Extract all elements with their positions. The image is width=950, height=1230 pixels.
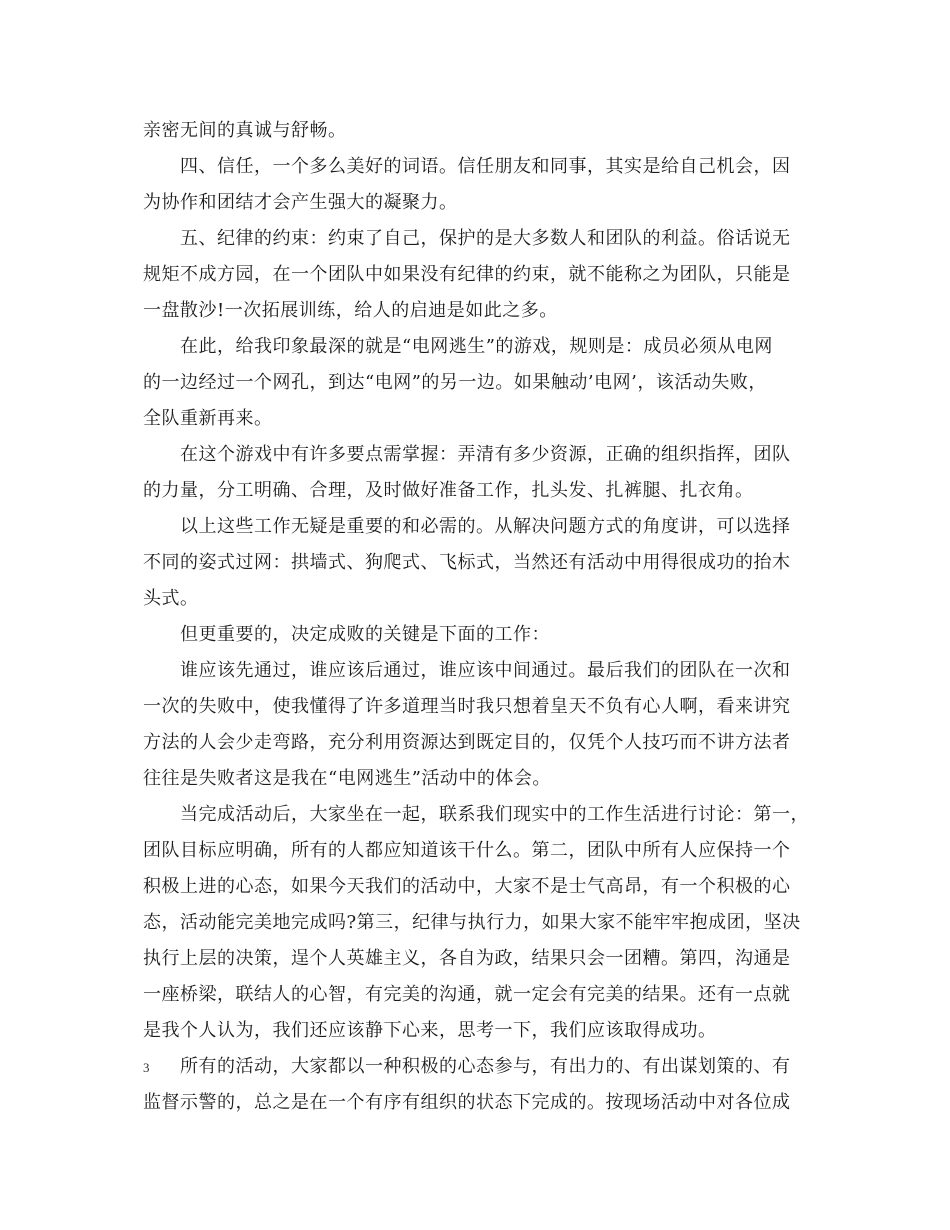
body-text [143, 113, 815, 1121]
text-line: 一盘散沙!一次拓展训练，给人的启迪是如此之多。 [143, 300, 558, 321]
text-line: 执行上层的决策，逞个人英雄主义，各自为政，结果只会一团糟。第四，沟通是 [143, 948, 791, 969]
text-line: 团队目标应明确，所有的人都应知道该干什么。第二，团队中所有人应保持一个 [143, 840, 791, 861]
text-line: 当完成活动后，大家坐在一起，联系我们现实中的工作生活进行讨论：第一， [180, 804, 809, 825]
text-line: 不同的姿式过网：拱墙式、狗爬式、飞标式，当然还有活动中用得很成功的抬木 [143, 552, 791, 573]
text-line: 四、信任，一个多么美好的词语。信任朋友和同事，其实是给自己机会，因 [180, 156, 791, 177]
text-line: 为协作和团结才会产生强大的凝聚力。 [143, 192, 458, 213]
text-line: 的一边经过一个网孔，到达“电网”的另一边。如果触动’电网’，该活动失败， [143, 372, 767, 393]
text-line: 头式。 [143, 588, 199, 609]
text-line: 一次的失败中，使我懂得了许多道理当时我只想着皇天不负有心人啊，看来讲究 [143, 696, 791, 717]
text-line: 以上这些工作无疑是重要的和必需的。从解决问题方式的角度讲，可以选择 [180, 516, 791, 537]
text-line: 亲密无间的真诚与舒畅。 [143, 120, 347, 141]
text-line: 的力量，分工明确、合理，及时做好准备工作，扎头发、扎裤腿、扎衣角。 [143, 480, 754, 501]
page-number: 3 [143, 1060, 150, 1075]
text-line: 规矩不成方园，在一个团队中如果没有纪律的约束，就不能称之为团队，只能是 [143, 264, 791, 285]
text-line: 所有的活动，大家都以一种积极的心态参与，有出力的、有出谋划策的、有 [180, 1056, 791, 1077]
text-line: 在此，给我印象最深的就是“电网逃生”的游戏，规则是：成员必须从电网 [180, 336, 773, 357]
text-line: 态，活动能完美地完成吗?第三，纪律与执行力，如果大家不能牢牢抱成团，坚决 [143, 912, 801, 933]
text-line: 监督示警的，总之是在一个有序有组织的状态下完成的。按现场活动中对各位成 [143, 1092, 791, 1113]
text-line: 全队重新再来。 [143, 408, 273, 429]
body-paragraphs [143, 113, 815, 1121]
text-line: 是我个人认为，我们还应该静下心来，思考一下，我们应该取得成功。 [143, 1020, 717, 1041]
text-line: 一座桥梁，联结人的心智，有完美的沟通，就一定会有完美的结果。还有一点就 [143, 984, 791, 1005]
text-line: 但更重要的，决定成败的关键是下面的工作： [180, 624, 550, 645]
text-line: 五、纪律的约束：约束了自己，保护的是大多数人和团队的利益。俗话说无 [180, 228, 791, 249]
text-line: 在这个游戏中有许多要点需掌握：弄清有多少资源，正确的组织指挥，团队 [180, 444, 791, 465]
text-line: 谁应该先通过，谁应该后通过，谁应该中间通过。最后我们的团队在一次和 [180, 660, 791, 681]
text-line: 方法的人会少走弯路，充分利用资源达到既定目的，仅凭个人技巧而不讲方法者 [143, 732, 791, 753]
text-line: 往往是失败者这是我在“电网逃生”活动中的体会。 [143, 768, 551, 789]
text-line: 积极上进的心态，如果今天我们的活动中，大家不是士气高昂，有一个积极的心 [143, 876, 791, 897]
